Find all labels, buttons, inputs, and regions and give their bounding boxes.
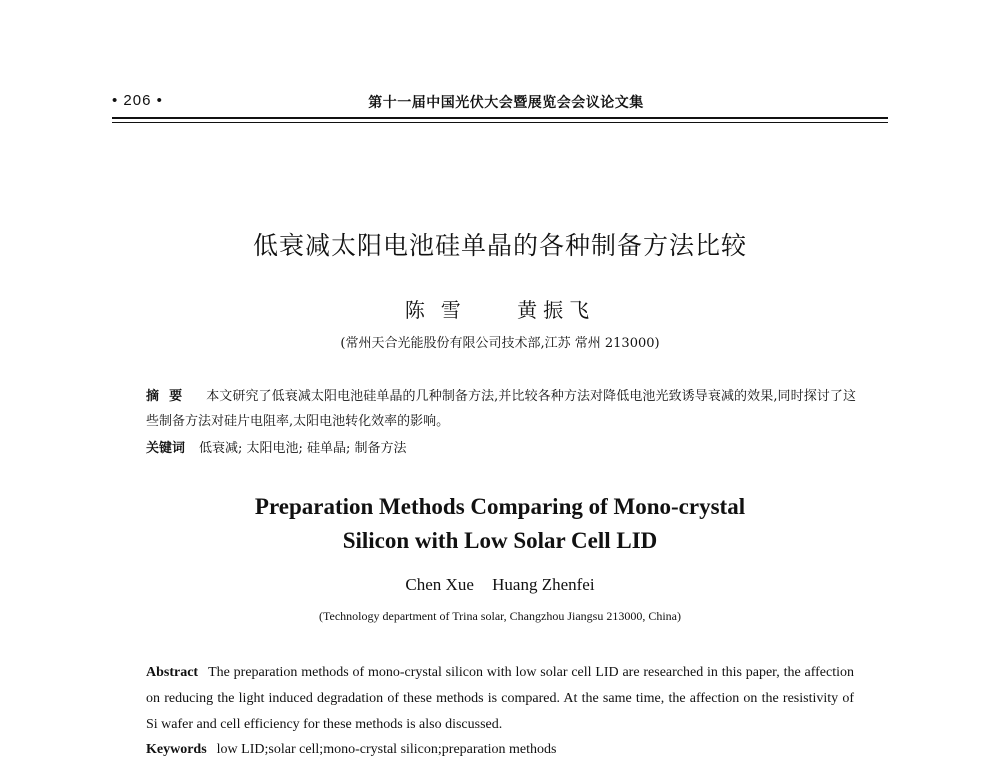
chinese-author-1: 陈雪 [404, 298, 477, 322]
header-rule-thick [112, 117, 888, 119]
chinese-affiliation: (常州天合光能股份有限公司技术部,江苏 常州 213000) [340, 336, 660, 351]
english-author-2: Huang Zhenfei [492, 575, 595, 594]
english-title-line-1: Preparation Methods Comparing of Mono-crystal [254, 494, 746, 519]
english-author-1: Chen Xue [405, 575, 474, 594]
page-header [112, 92, 888, 114]
chinese-author-2: 黄振飞 [517, 298, 596, 322]
english-keywords [146, 737, 854, 763]
chinese-abstract-label: 摘要 [146, 389, 193, 404]
english-keywords-text: low LID;solar cell;mono-crystal silicon;preparation methods [216, 742, 557, 757]
chinese-keywords [146, 436, 856, 461]
english-keywords-label: Keywords [146, 742, 207, 757]
english-abstract-label: Abstract [146, 665, 199, 680]
chinese-authors [0, 294, 1000, 323]
english-title-line-2: Silicon with Low Solar Cell LID [342, 528, 658, 553]
english-authors [0, 575, 1000, 595]
page-number: • 206 • [112, 92, 163, 109]
english-title [0, 490, 1000, 558]
english-abstract [146, 660, 854, 738]
chinese-abstract [146, 384, 856, 434]
running-title: 第十一届中国光伏大会暨展览会会议论文集 [368, 95, 644, 111]
chinese-keywords-text: 低衰减; 太阳电池; 硅单晶; 制备方法 [199, 441, 407, 456]
header-rule-thin [112, 122, 888, 123]
english-abstract-text: The preparation methods of mono-crystal silicon with low solar cell LID are researched in this paper, the affection on reducing the light induced degradation of these methods is compared. At the same time, the affection on the resistivity of Si wafer and cell efficiency for these methods is also discussed. [146, 665, 854, 732]
chinese-keywords-label: 关键词 [146, 441, 186, 456]
english-affiliation: (Technology department of Trina solar, Changzhou Jiangsu 213000, China) [319, 609, 681, 623]
chinese-abstract-text: 本文研究了低衰减太阳电池硅单晶的几种制备方法,并比较各种方法对降低电池光致诱导衰减的效果,同时探讨了这些制备方法对硅片电阻率,太阳电池转化效率的影响。 [146, 389, 856, 429]
chinese-title: 低衰减太阳电池硅单晶的各种制备方法比较 [252, 231, 747, 260]
